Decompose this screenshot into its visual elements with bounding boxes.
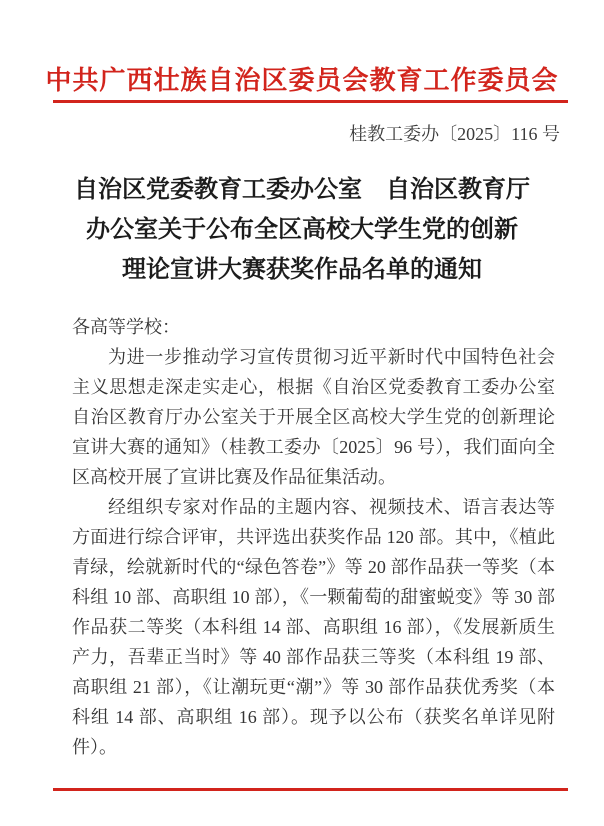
notice-title-line-3: 理论宣讲大赛获奖作品名单的通知	[122, 257, 482, 283]
red-separator-top	[53, 100, 568, 103]
body-paragraph-2: 经组织专家对作品的主题内容、视频技术、语言表达等方面进行综合评审，共评选出获奖作品 120 部。其中，《植此青绿，绘就新时代的“绿色答卷”》等 20 部作品获一等奖（本科组 10 部、高职组 10 部），《一颗葡萄的甜蜜蜕变》等 30 部作品获二等奖（本科组 14 部、高职组 16 部），《发展新质生产力，吾辈正当时》等 40 部作品获三等奖（本科组 19 部、高职组 21 部），《让潮玩更“潮”》等 30 部作品获优秀奖（本科组 14 部、高职组 16 部）。现予以公布（获奖名单详见附件）。	[72, 497, 555, 757]
notice-body	[72, 312, 573, 762]
notice-title-line-1: 自治区党委教育工委办公室 自治区教育厅	[74, 177, 530, 203]
red-separator-bottom	[53, 788, 568, 791]
notice-title	[30, 170, 574, 290]
salutation: 各高等学校：	[72, 317, 180, 337]
issuer-masthead: 中共广西壮族自治区委员会教育工作委员会	[45, 66, 559, 95]
notice-title-line-2: 办公室关于公布全区高校大学生党的创新	[86, 217, 518, 243]
doc-number: 桂教工委办〔2025〕116 号	[349, 124, 560, 144]
body-paragraph-1: 为进一步推动学习宣传贯彻习近平新时代中国特色社会主义思想走深走实走心，根据《自治区党委教育工委办公室 自治区教育厅办公室关于开展全区高校大学生党的创新理论宣讲大赛的通知》（桂教工委办〔2025〕96 号），我们面向全区高校开展了宣讲比赛及作品征集活动。	[72, 347, 573, 487]
